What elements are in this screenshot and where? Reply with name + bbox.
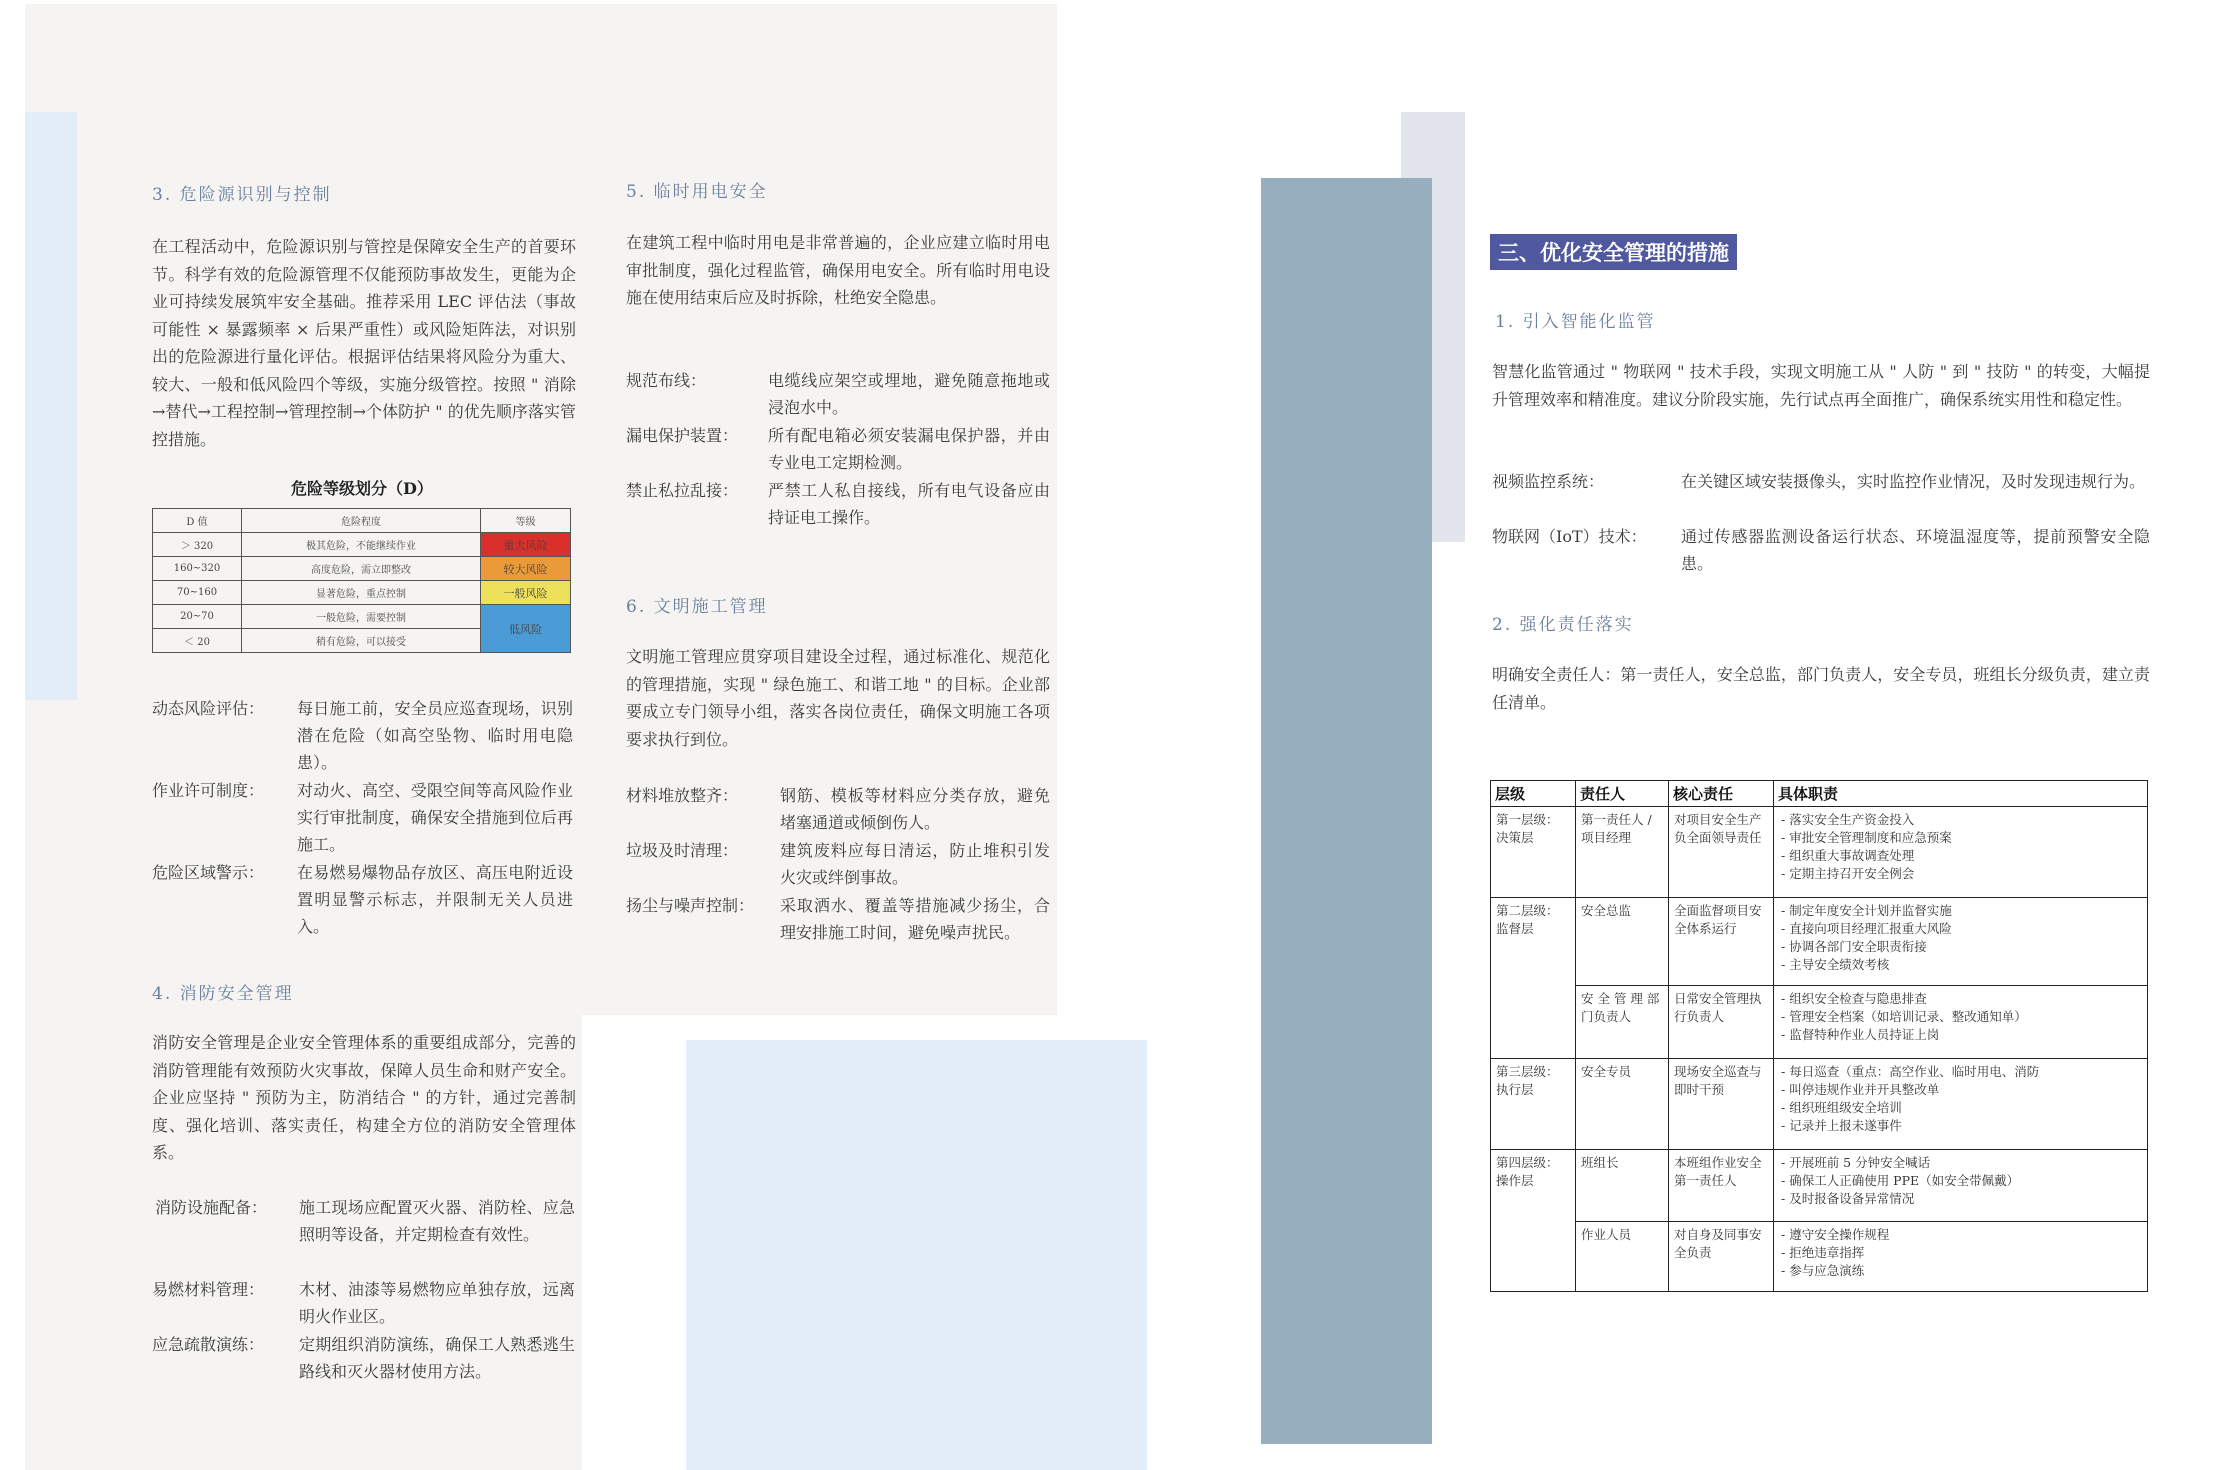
def-fire-equipment: 施工现场应配置灭火器、消防栓、应急照明等设备，并定期检查有效性。 [299, 1198, 575, 1244]
def-iot: 通过传感器监测设备运行状态、环境温湿度等，提前预警安全隐患。 [1681, 527, 2150, 573]
duty-list [1774, 807, 2148, 898]
table-row [1491, 1059, 2148, 1150]
term-iot: 物联网（IoT）技术： [1492, 527, 1647, 546]
term-dust-noise: 扬尘与噪声控制： [626, 896, 755, 915]
blue-decor-block [686, 1040, 1147, 1470]
def-leak-protection: 所有配电箱必须安装漏电保护器，并由专业电工定期检测。 [768, 426, 1050, 472]
risk-header-d: D 值 [153, 509, 242, 533]
duty-item: - 协调各部门安全职责衔接 [1781, 939, 1927, 954]
duty-core: 全面监督项目安全体系运行 [1669, 898, 1774, 986]
def-dynamic-risk: 每日施工前，安全员应巡查现场，识别潜在危险（如高空坠物、临时用电隐患）。 [297, 699, 573, 772]
risk-level-cell: 一般风险 [481, 581, 571, 605]
duty-person: 第一责任人 / 项目经理 [1576, 807, 1669, 898]
temp-power-paragraph: 在建筑工程中临时用电是非常普遍的，企业应建立临时用电审批制度，强化过程监管，确保用电安全。所有临时用电设施在使用结束后应及时拆除，杜绝安全隐患。 [626, 233, 1050, 307]
duty-header-duties: 具体职责 [1774, 781, 2148, 807]
risk-degree: 显著危险，重点控制 [242, 581, 481, 605]
term-no-private-wiring: 禁止私拉乱接： [626, 481, 739, 500]
duty-level: 第一层级：决策层 [1491, 807, 1576, 898]
duty-item: - 开展班前 5 分钟安全喊话 [1781, 1155, 1931, 1170]
term-video-monitoring: 视频监控系统： [1492, 472, 1605, 491]
table-row [1491, 1222, 2148, 1292]
duty-item: - 确保工人正确使用 PPE（如安全带佩戴） [1781, 1173, 2020, 1188]
risk-degree: 稍有危险，可以接受 [242, 629, 481, 653]
duty-list [1774, 986, 2148, 1059]
term-material-stacking: 材料堆放整齐： [626, 786, 739, 805]
fire-paragraph: 消防安全管理是企业安全管理体系的重要组成部分，完善的消防管理能有效预防火灾事故，保障人员生命和财产安全。企业应坚持 " 预防为主，防消结合 " 的方针，通过完善制度、强化培训、落实责任，构建全方位的消防安全管理体系。 [152, 1033, 576, 1162]
duty-header-level: 层级 [1491, 781, 1576, 807]
duty-person: 班组长 [1576, 1150, 1669, 1222]
duty-level: 第二层级：监督层 [1491, 898, 1576, 1059]
responsibility-paragraph: 明确安全责任人：第一责任人，安全总监，部门负责人，安全专员，班组长分级负责，建立责任清单。 [1492, 665, 2150, 712]
duty-person: 安全专员 [1576, 1059, 1669, 1150]
risk-d-value: 160~320 [153, 557, 242, 581]
duty-item: - 每日巡查（重点：高空作业、临时用电、消防 [1781, 1064, 2040, 1079]
heading-civilized-construction: 6. 文明施工管理 [626, 597, 768, 617]
def-waste-cleanup: 建筑废料应每日清运，防止堆积引发火灾或绊倒事故。 [780, 841, 1050, 887]
duty-item: - 叫停违规作业并开具整改单 [1781, 1082, 1940, 1097]
duty-core: 现场安全巡查与即时干预 [1669, 1059, 1774, 1150]
duty-item: - 参与应急演练 [1781, 1263, 1865, 1278]
table-row [1491, 1150, 2148, 1222]
heading-hazard-control: 3. 危险源识别与控制 [152, 185, 332, 205]
duty-item: - 直接向项目经理汇报重大风险 [1781, 921, 1952, 936]
duty-list [1774, 1222, 2148, 1292]
table-row [1491, 807, 2148, 898]
table-row [153, 557, 571, 581]
table-row [153, 581, 571, 605]
heading-responsibility: 2. 强化责任落实 [1492, 615, 1634, 635]
risk-level-cell: 重大风险 [481, 533, 571, 557]
term-flammable: 易燃材料管理： [152, 1280, 265, 1299]
duty-item: - 组织班组级安全培训 [1781, 1100, 1902, 1115]
risk-header-degree: 危险程度 [242, 509, 481, 533]
def-work-permit: 对动火、高空、受限空间等高风险作业实行审批制度，确保安全措施到位后再施工。 [297, 781, 573, 854]
term-danger-zone: 危险区域警示： [152, 863, 265, 882]
term-wiring: 规范布线： [626, 371, 707, 390]
heading-smart-supervision: 1. 引入智能化监管 [1495, 312, 1656, 332]
term-work-permit: 作业许可制度： [152, 781, 265, 800]
risk-d-value: 70~160 [153, 581, 242, 605]
duty-item: - 组织重大事故调查处理 [1781, 848, 1915, 863]
table-row [153, 605, 571, 629]
section-title-optimize: 三、优化安全管理的措施 [1490, 234, 1737, 270]
hazard-paragraph: 在工程活动中，危险源识别与管控是保障安全生产的首要环节。科学有效的危险源管理不仅能预防事故发生，更能为企业可持续发展筑牢安全基础。推荐采用 LEC 评估法（事故可能性 × 暴露频率 × 后果严重性）或风险矩阵法，对识别出的危险源进行量化评估。根据评估结果将风险分为重大、较大、一般和低风险四个等级，实施分级管控。按照 " 消除→替代→工程控制→管理控制→个体防护 " 的优先顺序落实管控措施。 [152, 237, 576, 449]
responsibility-table [1490, 780, 2148, 1292]
def-evacuation: 定期组织消防演练，确保工人熟悉逃生路线和灭火器材使用方法。 [299, 1335, 575, 1381]
def-material-stacking: 钢筋、模板等材料应分类存放，避免堵塞通道或倾倒伤人。 [780, 786, 1050, 832]
table-row [1491, 781, 2148, 807]
duty-core: 本班组作业安全第一责任人 [1669, 1150, 1774, 1222]
table-row [1491, 898, 2148, 986]
duty-item: - 主导安全绩效考核 [1781, 957, 1890, 972]
risk-d-value: ＞ 320 [153, 533, 242, 557]
risk-header-level: 等级 [481, 509, 571, 533]
term-leak-protection: 漏电保护装置： [626, 426, 739, 445]
def-video-monitoring: 在关键区域安装摄像头，实时监控作业情况，及时发现违规行为。 [1681, 472, 2146, 491]
risk-level-cell: 低风险 [481, 605, 571, 653]
def-no-private-wiring: 严禁工人私自接线，所有电气设备应由持证电工操作。 [768, 481, 1050, 527]
duty-core: 对项目安全生产负全面领导责任 [1669, 807, 1774, 898]
duty-header-person: 责任人 [1576, 781, 1669, 807]
duty-person: 安全总监 [1576, 898, 1669, 986]
duty-list [1774, 898, 2148, 986]
duty-level: 第四层级：操作层 [1491, 1150, 1576, 1292]
duty-list [1774, 1059, 2148, 1150]
risk-degree: 极其危险，不能继续作业 [242, 533, 481, 557]
heading-fire-safety: 4. 消防安全管理 [152, 984, 294, 1004]
duty-item: - 拒绝违章指挥 [1781, 1245, 1865, 1260]
duty-list [1774, 1150, 2148, 1222]
def-dust-noise: 采取洒水、覆盖等措施减少扬尘，合理安排施工时间，避免噪声扰民。 [780, 896, 1050, 942]
smart-paragraph: 智慧化监管通过 " 物联网 " 技术手段，实现文明施工从 " 人防 " 到 " 技防 " 的转变，大幅提升管理效率和精准度。建议分阶段实施，先行试点再全面推广，确保系统实用性和稳定性。 [1492, 362, 2150, 409]
duty-item: - 管理安全档案（如培训记录、整改通知单） [1781, 1009, 2027, 1024]
civilized-paragraph: 文明施工管理应贯穿项目建设全过程，通过标准化、规范化的管理措施，实现 " 绿色施工、和谐工地 " 的目标。企业部要成立专门领导小组，落实各岗位责任，确保文明施工各项要求执行到位。 [626, 647, 1050, 749]
duty-item: - 落实安全生产资金投入 [1781, 812, 1915, 827]
duty-person: 作业人员 [1576, 1222, 1669, 1292]
table-row [1491, 986, 2148, 1059]
def-flammable: 木材、油漆等易燃物应单独存放，远离明火作业区。 [299, 1280, 575, 1326]
duty-item: - 及时报备设备异常情况 [1781, 1191, 1915, 1206]
duty-header-core: 核心责任 [1669, 781, 1774, 807]
duty-item: - 监督特种作业人员持证上岗 [1781, 1027, 1940, 1042]
duty-core: 对自身及同事安全负责 [1669, 1222, 1774, 1292]
duty-item: - 定期主持召开安全例会 [1781, 866, 1915, 881]
duty-person: 安 全 管 理 部门负责人 [1576, 986, 1669, 1059]
table-row [153, 509, 571, 533]
duty-level: 第三层级：执行层 [1491, 1059, 1576, 1150]
term-waste-cleanup: 垃圾及时清理： [626, 841, 739, 860]
risk-degree: 一般危险，需要控制 [242, 605, 481, 629]
duty-core: 日常安全管理执行负责人 [1669, 986, 1774, 1059]
term-evacuation: 应急疏散演练： [152, 1335, 265, 1354]
term-fire-equipment: 消防设施配备： [155, 1198, 268, 1217]
term-dynamic-risk: 动态风险评估： [152, 699, 265, 718]
risk-d-value: 20~70 [153, 605, 242, 629]
risk-level-table [152, 508, 571, 653]
duty-item: - 遵守安全操作规程 [1781, 1227, 1890, 1242]
risk-table-title: 危险等级划分（D） [291, 479, 433, 498]
risk-level-cell: 较大风险 [481, 557, 571, 581]
left-accent-bar [25, 112, 77, 700]
page-spine [1261, 178, 1432, 1444]
risk-degree: 高度危险，需立即整改 [242, 557, 481, 581]
risk-d-value: ＜ 20 [153, 629, 242, 653]
def-wiring: 电缆线应架空或埋地，避免随意拖地或浸泡水中。 [768, 371, 1050, 417]
table-row [153, 533, 571, 557]
duty-item: - 审批安全管理制度和应急预案 [1781, 830, 1952, 845]
duty-item: - 记录并上报未遂事件 [1781, 1118, 1902, 1133]
heading-temp-power: 5. 临时用电安全 [626, 182, 768, 202]
duty-item: - 组织安全检查与隐患排查 [1781, 991, 1927, 1006]
def-danger-zone: 在易燃易爆物品存放区、高压电附近设置明显警示标志，并限制无关人员进入。 [297, 863, 573, 936]
duty-item: - 制定年度安全计划并监督实施 [1781, 903, 1952, 918]
